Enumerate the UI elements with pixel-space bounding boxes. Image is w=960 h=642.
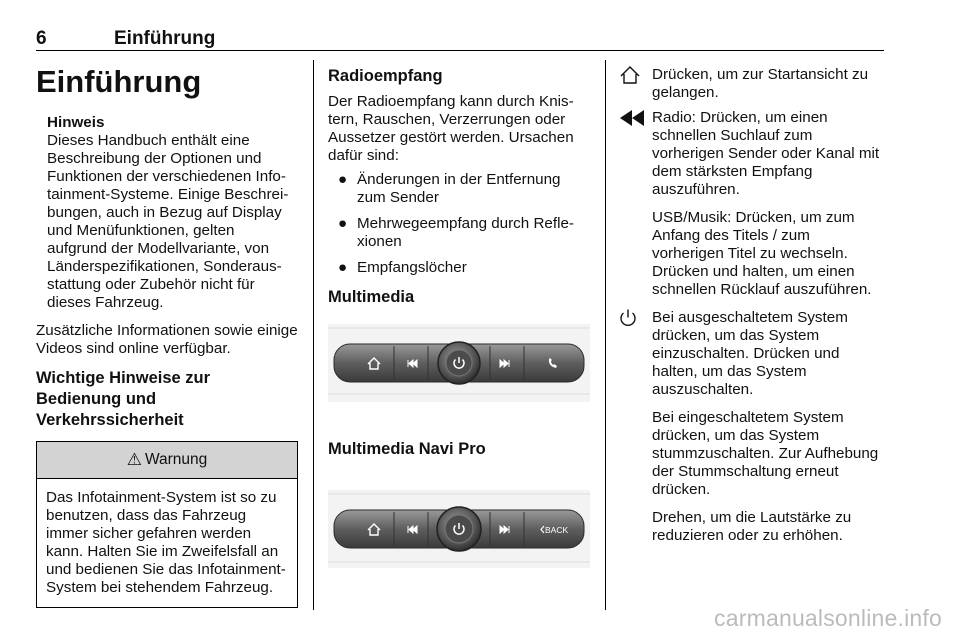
warning-icon: ⚠ <box>126 450 142 469</box>
additional-info: Zusätzliche Informationen sowie einige Videos sind online verfügbar. <box>36 322 298 357</box>
multimedia-heading: Multimedia <box>328 288 415 306</box>
rewind-icon <box>620 109 648 127</box>
watermark: carmanualsonline.info <box>714 605 942 631</box>
column-right <box>620 60 884 545</box>
column-divider <box>605 60 606 610</box>
warning-text: Das Infotainment-System ist so zu benutzen, dass das Fahrzeug immer sicher gefahren werden kann. Halten Sie im Zweifelsfall an und bedienen Sie das Infotainment-System bei stehendem Fahrzeug. <box>46 489 286 596</box>
page-header <box>36 26 884 51</box>
list-item: ● Änderungen in der Entfernung zum Sender <box>338 171 561 206</box>
hint-block <box>36 114 298 312</box>
list-item: ● Empfangslöcher <box>338 259 467 276</box>
section-heading: Wichtige Hinweise zur Bedienung und Verkehrssicherheit <box>36 369 211 429</box>
hint-heading: Hinweis <box>47 114 105 131</box>
rewind-description: Radio: Drücken, um einen schnellen Suchlauf zum vorherigen Sender oder Kanal mit dem stärksten Empfang auszuführen. USB/Musik: Drücken, um zum Anfang des Titels / zum vorherigen Titel zu wechseln. Drücken und halten, um einen schnellen Rücklauf auszuführen. <box>620 109 884 299</box>
home-icon <box>620 66 648 84</box>
back-label: BACK <box>545 525 569 535</box>
header-title: Einführung <box>114 28 216 49</box>
radio-text: Der Radioempfang kann durch Knistern, Rauschen, Verzerrungen oder Aussetzer gestört werden. Ursachen dafür sind: <box>328 93 574 164</box>
page-number: 6 <box>36 28 47 49</box>
navi-heading: Multimedia Navi Pro <box>328 440 486 458</box>
radio-heading: Radioempfang <box>328 67 443 85</box>
warning-title: Warnung <box>144 451 208 468</box>
power-description: Bei ausgeschaltetem System drücken, um das System einzuschalten. Drücken und halten, um das System auszuschalten. Bei eingeschaltetem System drücken, um das System stummzuschalten. Zur Aufhebung der Stummschaltung erneut drücken. Drehen, um die Lautstärke zu reduzieren oder zu erhöhen. <box>620 309 884 545</box>
home-description: Drücken, um zur Startansicht zu gelangen. <box>620 66 884 102</box>
back-icon <box>541 525 568 535</box>
warning-header <box>37 442 297 479</box>
list-item: ● Mehrwegeempfang durch Reflexionen <box>338 215 574 250</box>
hint-text: Dieses Handbuch enthält eine Beschreibung der Optionen und Funktionen der verschiedenen Infotainment-Systeme. Einige Beschreibungen, auch in Bezug auf Display und Menüfunktionen, gelten aufgrund der Modellvariante, von Länderspezifikationen, Sonderausstattung oder Zubehör nicht für dieses Fahrzeug. <box>47 132 289 311</box>
column-left <box>36 60 298 608</box>
column-middle <box>328 60 590 577</box>
column-divider <box>313 60 314 610</box>
multimedia-control-panel <box>328 324 590 402</box>
reception-causes-list <box>328 171 590 277</box>
navi-pro-control-panel <box>328 490 590 568</box>
chapter-title: Einführung <box>36 64 202 99</box>
warning-box <box>36 441 298 608</box>
power-icon <box>620 309 648 327</box>
